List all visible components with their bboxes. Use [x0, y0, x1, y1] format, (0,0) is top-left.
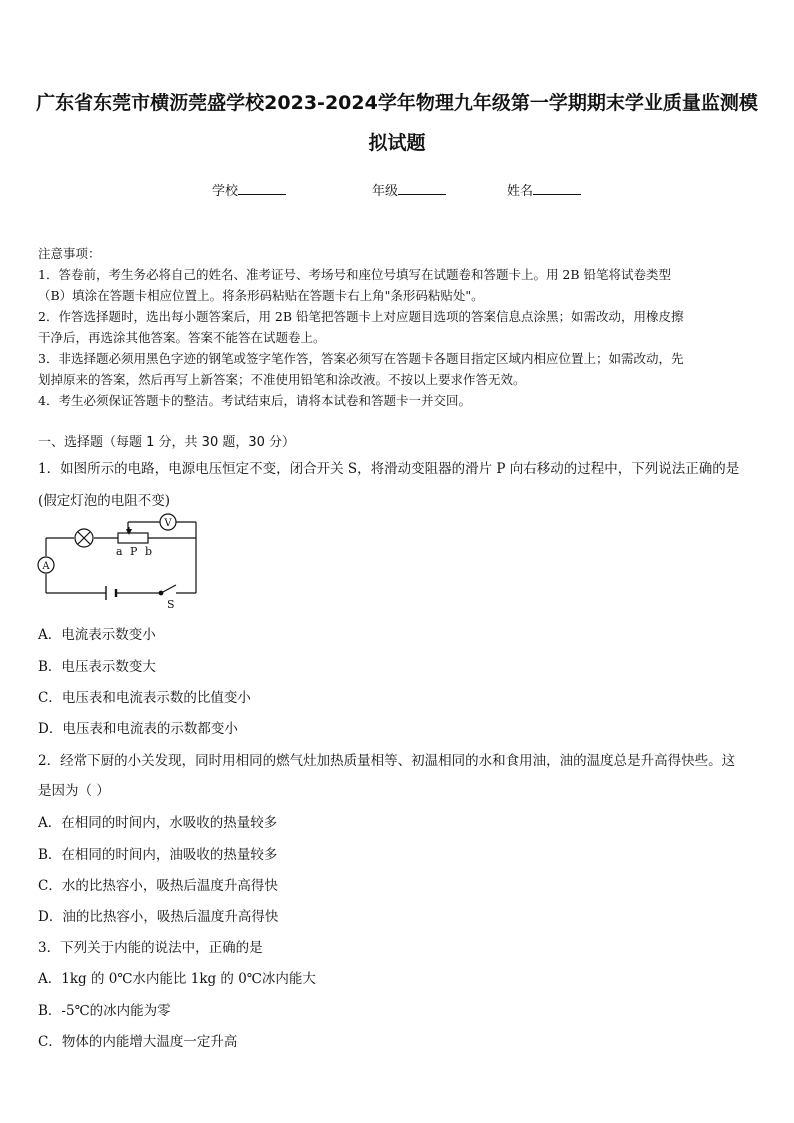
- q1-circuit-diagram: [36, 510, 206, 615]
- q3-option-a: A．1kg 的 0℃水内能比 1kg 的 0℃冰内能大: [38, 971, 316, 987]
- rheostat-b-label: b: [145, 545, 153, 558]
- q2-option-d: D．油的比热容小，吸热后温度升高得快: [38, 909, 279, 925]
- battery-icon: [106, 586, 116, 600]
- school-label: 学校: [212, 184, 239, 199]
- switch-icon: [159, 585, 176, 595]
- switch-label: S: [167, 598, 175, 611]
- q1-option-c: C．电压表和电流表示数的比值变小: [38, 690, 251, 706]
- lamp-icon: [75, 529, 93, 547]
- q1-option-d: D．电压表和电流表的示数都变小: [38, 721, 238, 737]
- grade-blank[interactable]: [398, 182, 446, 195]
- rheostat-icon: [118, 533, 148, 543]
- school-field[interactable]: [212, 180, 286, 199]
- q2-option-a: A．在相同的时间内，水吸收的热量较多: [38, 815, 278, 831]
- section-heading: 一、选择题（每题 1 分，共 30 题，30 分）: [38, 435, 296, 450]
- exam-title-line1: 广东省东莞市横沥莞盛学校2023-2024学年物理九年级第一学期期末学业质量监测模: [36, 92, 758, 114]
- rheostat-p-label: P: [130, 545, 138, 558]
- notes-line: 划掉原来的答案，然后再写上新答案；不准使用铅笔和涂改液。不按以上要求作答无效。: [38, 372, 526, 387]
- notes-section: [38, 243, 758, 411]
- grade-label: 年级: [372, 184, 399, 199]
- notes-heading: 注意事项：: [38, 246, 101, 261]
- school-blank[interactable]: [238, 182, 286, 195]
- name-field[interactable]: [507, 180, 581, 199]
- name-label: 姓名: [507, 184, 534, 199]
- notes-line: 2．作答选择题时，选出每小题答案后，用 2B 铅笔把答题卡上对应题目选项的答案信息点涂黑；如需改动，用橡皮擦: [38, 309, 684, 324]
- notes-line: 1．答卷前，考生务必将自己的姓名、准考证号、考场号和座位号填写在试题卷和答题卡上。用 2B 铅笔将试卷类型: [38, 267, 672, 282]
- q1-option-b: B．电压表示数变大: [38, 659, 156, 675]
- name-blank[interactable]: [533, 182, 581, 195]
- q3-option-c: C．物体的内能增大温度一定升高: [38, 1034, 238, 1050]
- q2-stem-line2: 是因为（ ）: [38, 783, 110, 799]
- ammeter-label: A: [42, 561, 50, 572]
- q2-option-b: B．在相同的时间内，油吸收的热量较多: [38, 847, 278, 863]
- grade-field[interactable]: [372, 180, 446, 199]
- exam-title-line2: 拟试题: [368, 132, 426, 154]
- q1-stem-line2: (假定灯泡的电阻不变): [38, 493, 171, 509]
- voltmeter-label: V: [164, 518, 172, 529]
- q3-option-b: B．-5℃的冰内能为零: [38, 1003, 171, 1019]
- notes-line: 3．非选择题必须用黑色字迹的钢笔或签字笔作答，答案必须写在答题卡各题目指定区域内相应位置上；如需改动，先: [38, 351, 684, 366]
- notes-line: （B）填涂在答题卡相应位置上。将条形码粘贴在答题卡右上角"条形码粘贴处"。: [38, 288, 484, 303]
- notes-line: 4．考生必须保证答题卡的整洁。考试结束后，请将本试卷和答题卡一并交回。: [38, 393, 471, 408]
- q2-stem-line1: 2．经常下厨的小关发现，同时用相同的燃气灶加热质量相等、初温相同的水和食用油，油的温度总是升高得快些。这: [38, 753, 736, 769]
- rheostat-a-label: a: [116, 545, 123, 558]
- q1-option-a: A．电流表示数变小: [38, 627, 156, 643]
- q2-option-c: C．水的比热容小，吸热后温度升高得快: [38, 878, 278, 894]
- q3-stem: 3．下列关于内能的说法中，正确的是: [38, 940, 263, 956]
- notes-line: 干净后，再选涂其他答案。答案不能答在试题卷上。: [38, 330, 326, 345]
- q1-stem-line1: 1．如图所示的电路，电源电压恒定不变，闭合开关 S，将滑动变阻器的滑片 P 向右移动的过程中，下列说法正确的是: [38, 461, 740, 477]
